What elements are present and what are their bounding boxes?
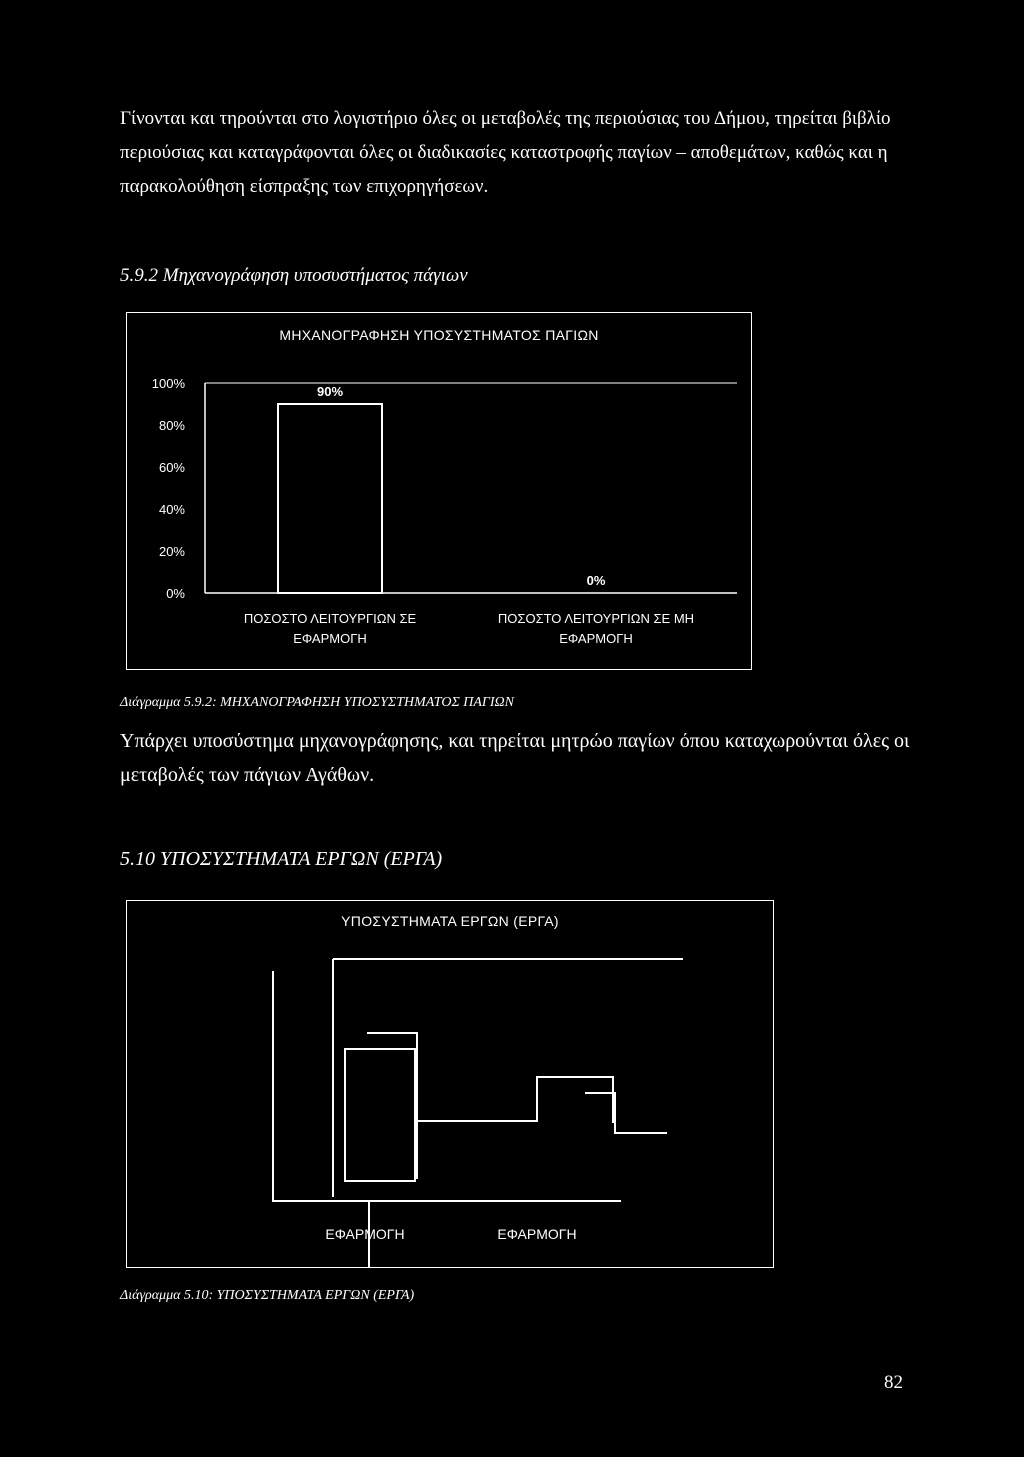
y-tick-label: 20% <box>158 544 185 559</box>
chart-title: ΜΗΧΑΝΟΓΡΑΦΗΣΗ ΥΠΟΣΥΣΤΗΜΑΤΟΣ ΠΑΓΙΩΝ <box>279 327 599 343</box>
fixed-assets-paragraph: Υπάρχει υποσύστημα μηχανογράφησης, και τηρείται μητρώο παγίων όπου καταχωρούνται όλες οι μεταβολές των πάγιων Αγάθων. <box>120 730 910 786</box>
intro-paragraph: Γίνονται και τηρούνται στο λογιστήριο όλες οι μεταβολές της περιούσιας του Δήμου, τηρείται βιβλίο περιούσιας και καταγράφονται όλες οι διαδικασίες καταστροφής παγίων – αποθεμάτων, καθώς και η παρακολούθηση είσπραξης των επιχορηγήσεων. <box>120 108 891 197</box>
y-tick-label: 0% <box>166 586 185 601</box>
x-tick-label: ΠΟΣΟΣΤΟ ΛΕΙΤΟΥΡΓΙΩΝ ΣΕ <box>243 611 417 626</box>
bar-shadow <box>585 1093 667 1133</box>
y-tick-label: 40% <box>158 502 185 517</box>
x-tick-label: ΕΦΑΡΜΟΓΗ <box>559 631 633 646</box>
data-label: 90% <box>316 384 344 399</box>
bar <box>417 1077 613 1123</box>
y-tick-label: 100% <box>151 376 185 391</box>
x-tick-label: ΠΟΣΟΣΤΟ ΛΕΙΤΟΥΡΓΙΩΝ ΣΕ ΜΗ <box>497 611 695 626</box>
x-axis <box>273 971 621 1201</box>
x-tick-label: ΕΦΑΡΜΟΓΗ <box>325 1226 405 1242</box>
chart-title: ΥΠΟΣΥΣΤΗΜΑΤΑ ΕΡΓΩΝ (ΕΡΓΑ) <box>341 913 559 929</box>
bar <box>278 404 382 593</box>
chart-fixed-assets <box>126 312 752 670</box>
x-tick-label: ΕΦΑΡΜΟΓΗ <box>497 1226 577 1242</box>
section-heading-5-9-2: 5.9.2 Μηχανογράφηση υποσυστήματος πάγιων <box>120 265 468 286</box>
bar-shadow <box>367 1033 417 1179</box>
chart-projects-subsystems <box>126 900 774 1268</box>
section-heading-5-10: 5.10 ΥΠΟΣΥΣΤΗΜΑΤΑ ΕΡΓΩΝ (ΕΡΓΑ) <box>120 848 443 870</box>
data-label: 0% <box>586 573 606 588</box>
chart-fixed-assets-plot <box>127 313 751 669</box>
x-tick-label: ΕΦΑΡΜΟΓΗ <box>293 631 367 646</box>
y-tick-label: 60% <box>158 460 185 475</box>
chart-projects-plot <box>127 901 773 1267</box>
bar <box>345 1049 415 1181</box>
page-number: 82 <box>884 1372 903 1393</box>
chart-2-caption: Διάγραμμα 5.10: ΥΠΟΣΥΣΤΗΜΑΤΑ ΕΡΓΩΝ (ΕΡΓΑ) <box>120 1288 415 1303</box>
y-tick-label: 80% <box>158 418 185 433</box>
chart-1-caption: Διάγραμμα 5.9.2: ΜΗΧΑΝΟΓΡΑΦΗΣΗ ΥΠΟΣΥΣΤΗΜΑΤΟΣ ΠΑΓΙΩΝ <box>120 695 515 710</box>
